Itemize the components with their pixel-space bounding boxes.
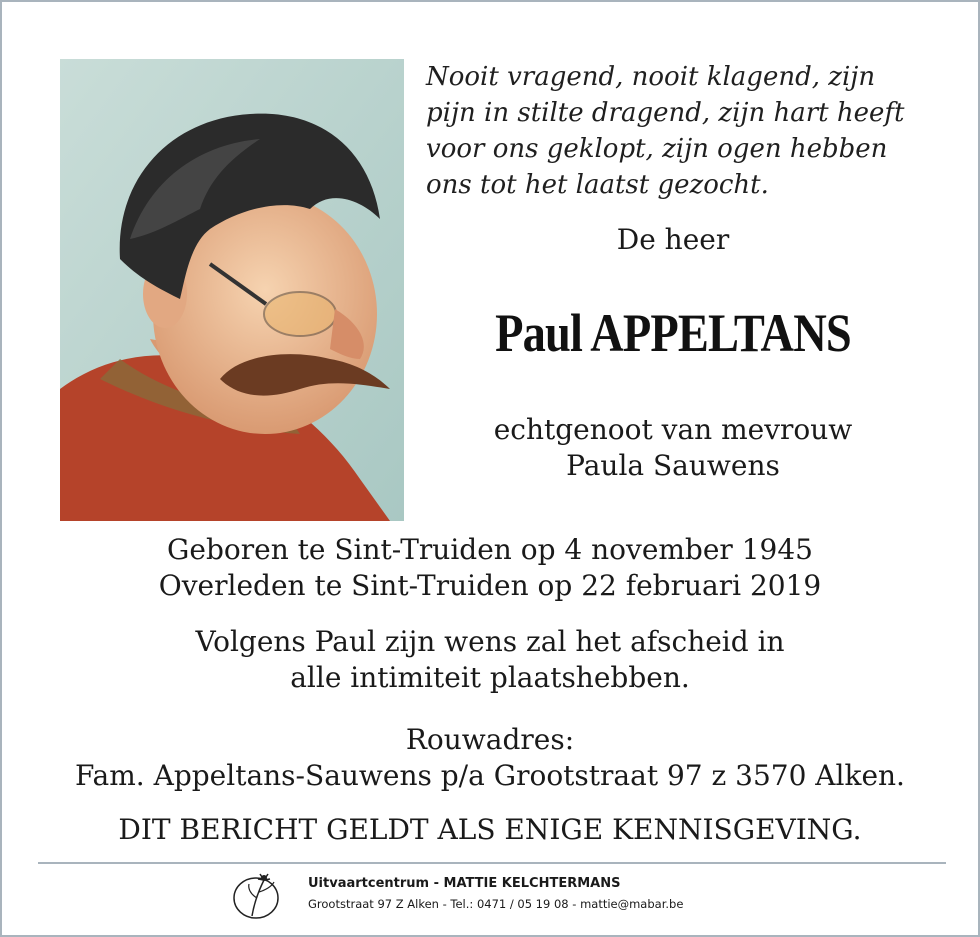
spouse-info	[428, 412, 918, 484]
notice-text: DIT BERICHT GELDT ALS ENIGE KENNISGEVING.	[118, 813, 862, 846]
mourning-address	[2, 722, 978, 794]
memorial-quote	[426, 59, 946, 203]
address-value: Fam. Appeltans-Sauwens p/a Grootstraat 97 z 3570 Alken.	[75, 759, 905, 792]
honorific: De heer	[616, 223, 730, 256]
quote-line: Nooit vragend, nooit klagend, zijn	[426, 62, 876, 92]
funeral-home-contact: Grootstraat 97 Z Alken - Tel.: 0471 / 05 19 08 - mattie@mabar.be	[308, 897, 684, 911]
footer-divider	[38, 862, 946, 864]
birth-date: Geboren te Sint-Truiden op 4 november 1945	[167, 533, 813, 566]
life-dates	[2, 532, 978, 604]
flower-logo-icon	[230, 870, 294, 922]
wish-line: Volgens Paul zijn wens zal het afscheid in	[195, 625, 785, 658]
death-date: Overleden te Sint-Truiden op 22 februari 2019	[158, 569, 822, 602]
quote-line: ons tot het laatst gezocht.	[426, 170, 769, 200]
spouse-name: Paula Sauwens	[566, 449, 780, 482]
farewell-wish	[2, 624, 978, 696]
spouse-line: echtgenoot van mevrouw	[493, 413, 853, 446]
portrait-photo	[60, 59, 404, 521]
quote-line: voor ons geklopt, zijn ogen hebben	[426, 134, 888, 164]
wish-line: alle intimiteit plaatshebben.	[290, 661, 690, 694]
quote-line: pijn in stilte dragend, zijn hart heeft	[426, 98, 905, 128]
funeral-home-name: Uitvaartcentrum - MATTIE KELCHTERMANS	[308, 876, 621, 891]
deceased-name: Paul APPELTANS	[495, 303, 851, 363]
address-label: Rouwadres:	[405, 723, 575, 756]
